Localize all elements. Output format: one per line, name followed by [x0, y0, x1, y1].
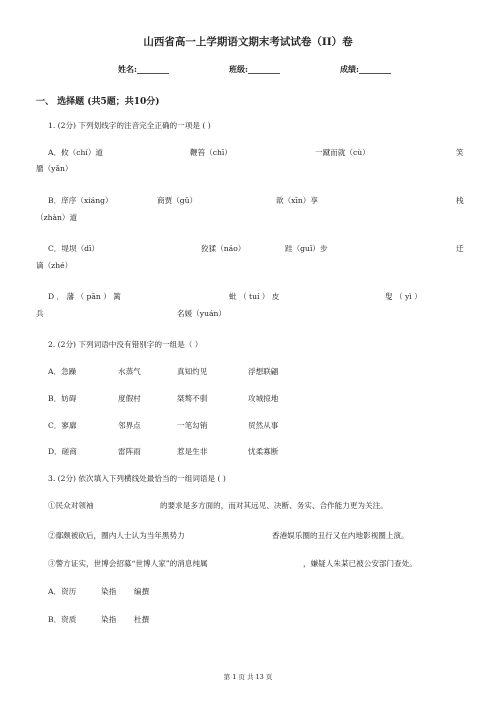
q1-option-d-part5: 名媛（yuán）: [177, 309, 226, 318]
name-field: 姓名:________: [118, 64, 169, 74]
q3-sentence-2-start: ②鄢颇被砍后，圈内人士认为当年黑势力: [48, 531, 185, 540]
q1-option-b-part2: 商贾（gǔ）: [157, 196, 198, 205]
q2-option-b-word1: B．妨碍: [48, 394, 77, 403]
q2-option-c-word4: 贸然从事: [248, 421, 279, 430]
q1-option-c-part5: 谪（zhé）: [36, 261, 73, 270]
q1-option-a-part3: 一蹴而就（cù）: [315, 148, 370, 157]
q1-option-a-part2: 鞭笞（chī）: [190, 148, 232, 157]
q2-option-c-word1: C．寥廓: [48, 421, 77, 430]
q1-option-c-part4: 迁: [456, 244, 464, 253]
exam-title: 山西省高一上学期语文期末考试试卷（II）卷: [143, 36, 353, 48]
class-field: 班级:________: [229, 64, 280, 74]
q2-option-d-word4: 忧柔寡断: [248, 447, 279, 456]
q3-sentence-1-start: ①民众对领袖: [48, 501, 94, 510]
q3-sentence-1-end: 的要求是多方面的，而对其远见、决断、务实、合作能力更为关注。: [160, 501, 388, 510]
score-field: 成绩:________: [340, 64, 391, 74]
q1-option-a-part5: 靥（yǎn）: [36, 164, 73, 173]
q3-option-b-word1: B．资质: [48, 615, 77, 624]
page-footer: 第 1 页 共 13 页: [223, 673, 273, 681]
question-1-stem: 1. (2分) 下列划线字的注音完全正确的一项是 ( ): [48, 121, 211, 130]
q1-option-d-part1: D ． 藩 （ pān ） 篱: [48, 292, 121, 301]
q2-option-d-word1: D．磋商: [48, 447, 77, 456]
q2-option-a-word4: 浮想联翩: [248, 367, 279, 376]
q1-option-c-part3: 跬（guǐ）步: [285, 244, 328, 253]
q2-option-b-word3: 桀骜不驯: [177, 394, 208, 403]
q3-sentence-3-start: ③警方证实，世博会招募“世博人家”的消息纯属: [48, 559, 208, 568]
q3-option-a-word3: 编撰: [134, 587, 150, 596]
q1-option-b-part3: 歆（xīn）享: [276, 196, 318, 205]
q1-option-d-part2: 蚍 （ tuí ） 皮: [229, 292, 280, 301]
q2-option-c-word2: 邻界点: [118, 421, 141, 430]
q3-option-a-word1: A．资历: [48, 587, 77, 596]
q2-option-a-word2: 水蒸气: [118, 367, 141, 376]
q3-option-b-word3: 杜撰: [134, 615, 150, 624]
q3-option-a-word2: 染指: [101, 587, 117, 596]
question-2-stem: 2. (2分) 下列词语中没有错别字的一组是（ ）: [48, 340, 203, 349]
q1-option-c-part1: C．堤坝（dī）: [48, 244, 100, 253]
q3-sentence-2-end: 香港娱乐圈的丑行又在内地影视圈上演。: [272, 531, 409, 540]
q1-option-c-part2: 狡猱（náo）: [201, 244, 246, 253]
q1-option-b-part1: B．庠序（xiáng）: [48, 196, 113, 205]
q1-option-b-part4: 栈: [456, 196, 464, 205]
q3-option-b-word2: 染指: [101, 615, 117, 624]
q1-option-d-part4: 兵: [36, 309, 44, 318]
q2-option-b-word4: 攻城掠地: [248, 394, 279, 403]
q3-sentence-3-end: ，嫌疑人朱某已被公安部门查处。: [303, 559, 417, 568]
q2-option-d-word3: 惹是生非: [177, 447, 208, 456]
section-heading: 一、 选择题 (共5题；共10分): [36, 97, 160, 107]
q2-option-a-word1: A．急躁: [48, 367, 77, 376]
q2-option-d-word2: 雷阵雨: [118, 447, 141, 456]
question-3-stem: 3. (2分) 依次填入下列横线处最恰当的一组词语是 ( ): [48, 474, 226, 483]
q1-option-b-part5: （zhàn）道: [36, 213, 78, 222]
q2-option-a-word3: 真知灼见: [177, 367, 208, 376]
q1-option-a-part1: A．攸（chí）道: [48, 148, 104, 157]
q2-option-b-word2: 度假村: [118, 394, 141, 403]
q1-option-a-part4: 笑: [456, 148, 464, 157]
q2-option-c-word3: 一笔勾销: [177, 421, 208, 430]
q1-option-d-part3: 叟 （ yì ）: [385, 292, 422, 301]
